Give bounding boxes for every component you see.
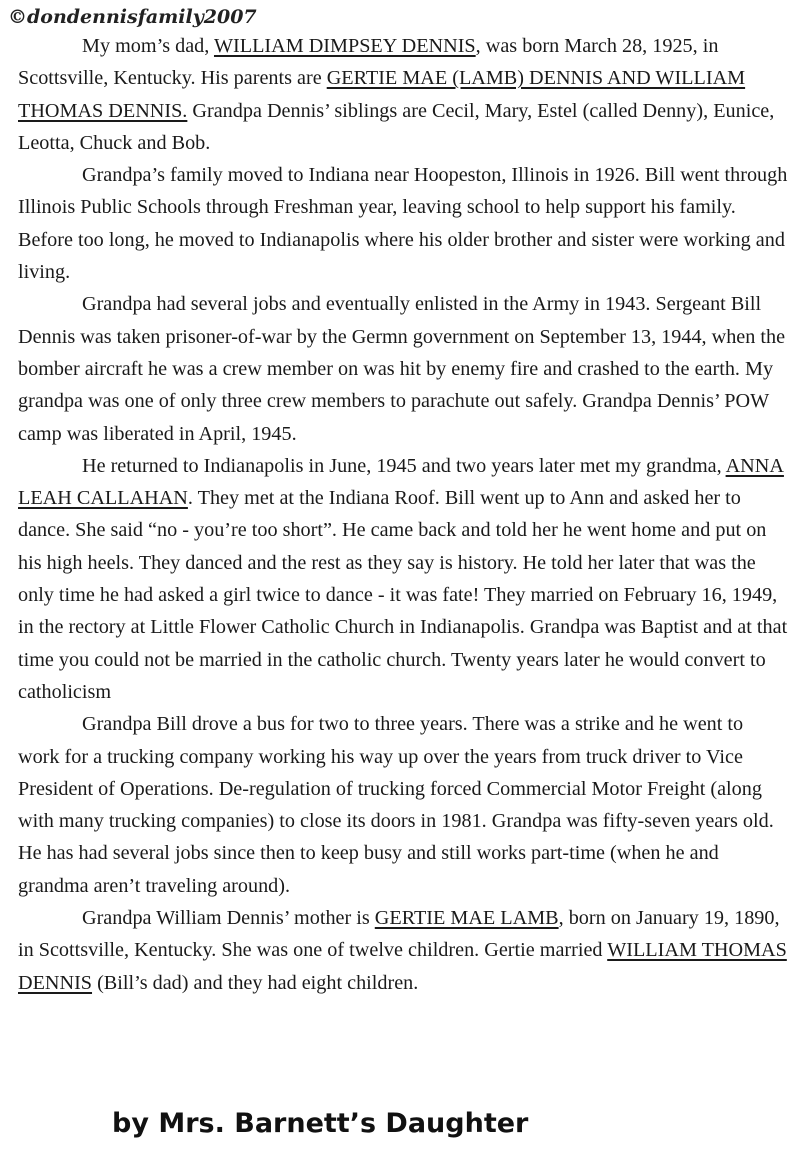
paragraph-text: , born on January 19, 1890, in Scottsville, Kentucky. She was one of twelve children. Gertie married	[18, 907, 780, 962]
paragraph-text: Grandpa Bill drove a bus for two to three years. There was a strike and he went to work for a trucking company working his way up over the years from truck driver to Vice President of Operations. De-regulation of trucking forced Commercial Motor Freight (along with many trucking companies) to close its doors in 1981. Grandpa was fifty-seven years old. He has had several jobs since then to keep busy and still works part-time (when he and grandma aren’t traveling around).	[18, 713, 774, 897]
watermark-text: ©dondennisfamily2007	[8, 6, 257, 28]
paragraph	[18, 450, 788, 708]
underlined-name: WILLIAM DIMPSEY DENNIS	[213, 35, 476, 57]
paragraph	[18, 30, 788, 159]
paragraph-text: He returned to Indianapolis in June, 1945 and two years later met my grandma,	[82, 454, 726, 477]
paragraph-text: . They met at the Indiana Roof. Bill went up to Ann and asked her to dance. She said “no - you’re too short”. He came back and told her he went home and put on his high heels. They danced and the rest as they say is history. He told her later that was the only time he had asked a girl twice to dance - it was fate! They married on February 16, 1949, in the rectory at Little Flower Catholic Church in Indianapolis. Grandpa was Baptist and at that time you could not be married in the catholic church. Twenty years later he would convert to catholicism	[18, 487, 788, 703]
underlined-name: WILLIAM THOMAS DENNIS	[18, 939, 787, 994]
underlined-name: GERTIE MAE (LAMB) DENNIS AND WILLIAM THOMAS DENNIS.	[18, 67, 746, 122]
paragraph	[18, 159, 788, 288]
paragraph-text: Grandpa William Dennis’ mother is	[82, 907, 375, 930]
paragraph	[18, 288, 788, 449]
paragraph-text: Grandpa Dennis’ siblings are Cecil, Mary, Estel (called Denny), Eunice, Leotta, Chuck and Bob.	[18, 99, 775, 154]
paragraph-text: My mom’s dad,	[82, 35, 214, 57]
byline-text: by Mrs. Barnett’s Daughter	[112, 1108, 529, 1139]
paragraph-text: , was born March 28, 1925, in Scottsville, Kentucky. His parents are	[18, 35, 719, 90]
paragraph-text: Grandpa’s family moved to Indiana near Hoopeston, Illinois in 1926. Bill went through Illinois Public Schools through Freshman year, leaving school to help support his family. Before too long, he moved to Indianapolis where his older brother and sister were working and living.	[18, 164, 788, 284]
paragraph-text: Grandpa had several jobs and eventually enlisted in the Army in 1943. Sergeant Bill Dennis was taken prisoner-of-war by the Germn government on September 13, 1944, when the bomber aircraft he was a crew member on was hit by enemy fire and crashed to the earth. My grandpa was one of only three crew members to parachute out safely. Grandpa Dennis’ POW camp was liberated in April, 1945.	[18, 293, 786, 445]
paragraph	[18, 902, 788, 999]
paragraph	[18, 708, 788, 902]
paragraph-text: (Bill’s dad) and they had eight children.	[92, 971, 419, 994]
underlined-name: ANNA LEAH CALLAHAN	[18, 454, 784, 510]
document-body	[18, 30, 788, 999]
underlined-name: GERTIE MAE LAMB	[374, 907, 559, 930]
